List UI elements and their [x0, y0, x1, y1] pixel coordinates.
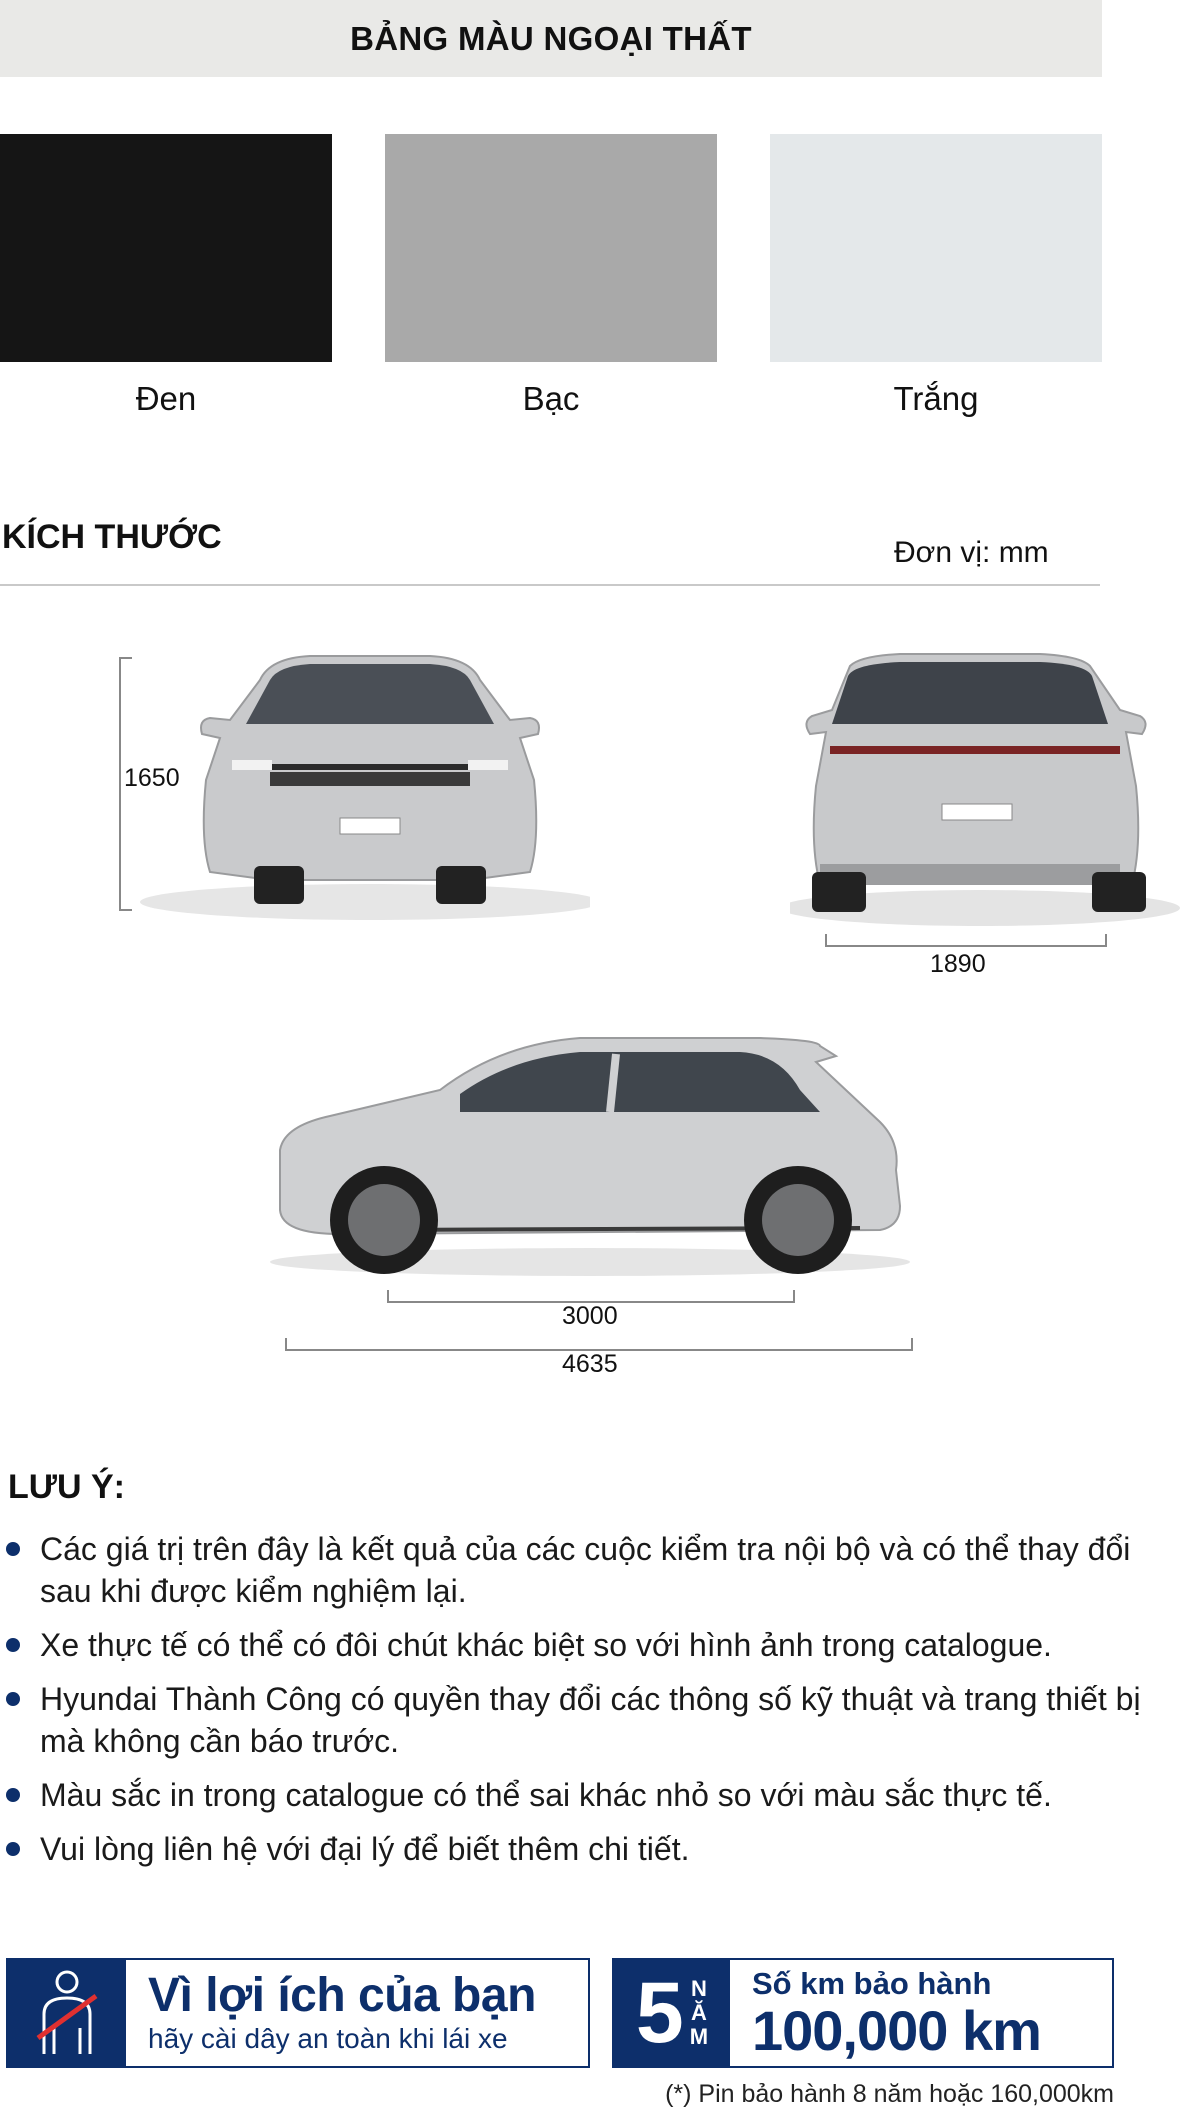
seatbelt-icon-block — [8, 1960, 126, 2066]
dimensions-title: KÍCH THƯỚC — [2, 518, 222, 556]
notes-title: LƯU Ý: — [8, 1468, 125, 1506]
length-value: 4635 — [562, 1350, 618, 1378]
note-item: Vui lòng liên hệ với đại lý để biết thêm chi tiết. — [0, 1828, 1150, 1870]
color-label-silver: Bạc — [522, 380, 580, 417]
color-swatch-white — [770, 134, 1102, 362]
note-item: Hyundai Thành Công có quyền thay đổi các thông số kỹ thuật và trang thiết bị mà không cần báo trước. — [0, 1678, 1150, 1762]
warranty-years-block — [614, 1960, 730, 2066]
width-dimension-line — [824, 934, 1108, 948]
car-rear-view — [790, 646, 1200, 936]
warranty-km-label: Số km bảo hành — [752, 1966, 992, 2001]
car-side-view — [260, 1030, 920, 1280]
notes-list — [0, 1528, 1150, 1882]
section-divider — [0, 584, 1100, 586]
warranty-banner — [612, 1958, 1114, 2068]
note-item: Màu sắc in trong catalogue có thể sai khác nhỏ so với màu sắc thực tế. — [0, 1774, 1150, 1816]
wheelbase-value: 3000 — [562, 1302, 618, 1330]
note-item: Các giá trị trên đây là kết quả của các cuộc kiểm tra nội bộ và có thể thay đổi sau khi được kiểm nghiệm lại. — [0, 1528, 1150, 1612]
safety-title: Vì lợi ích của bạn — [148, 1969, 536, 2022]
seatbelt-icon — [32, 1968, 102, 2058]
palette-title: BẢNG MÀU NGOẠI THẤT — [0, 0, 1102, 77]
color-swatch-black — [0, 134, 332, 362]
color-label-black: Đen — [135, 380, 197, 417]
safety-subtitle: hãy cài dây an toàn khi lái xe — [148, 2023, 508, 2054]
seatbelt-banner — [6, 1958, 590, 2068]
warranty-years: 5 — [635, 1965, 684, 2061]
height-value: 1650 — [124, 764, 180, 792]
warranty-years-unit: N Ă M — [689, 1976, 709, 2049]
warranty-km-value: 100,000 km — [752, 1999, 1041, 2062]
dimensions-unit: Đơn vị: mm — [894, 536, 1049, 569]
car-front-view — [110, 640, 590, 930]
battery-footnote: (*) Pin bảo hành 8 năm hoặc 160,000km — [665, 2080, 1114, 2108]
note-item: Xe thực tế có thể có đôi chút khác biệt so với hình ảnh trong catalogue. — [0, 1624, 1150, 1666]
color-swatch-silver — [385, 134, 717, 362]
width-value: 1890 — [930, 950, 986, 978]
color-label-white: Trắng — [893, 380, 979, 417]
